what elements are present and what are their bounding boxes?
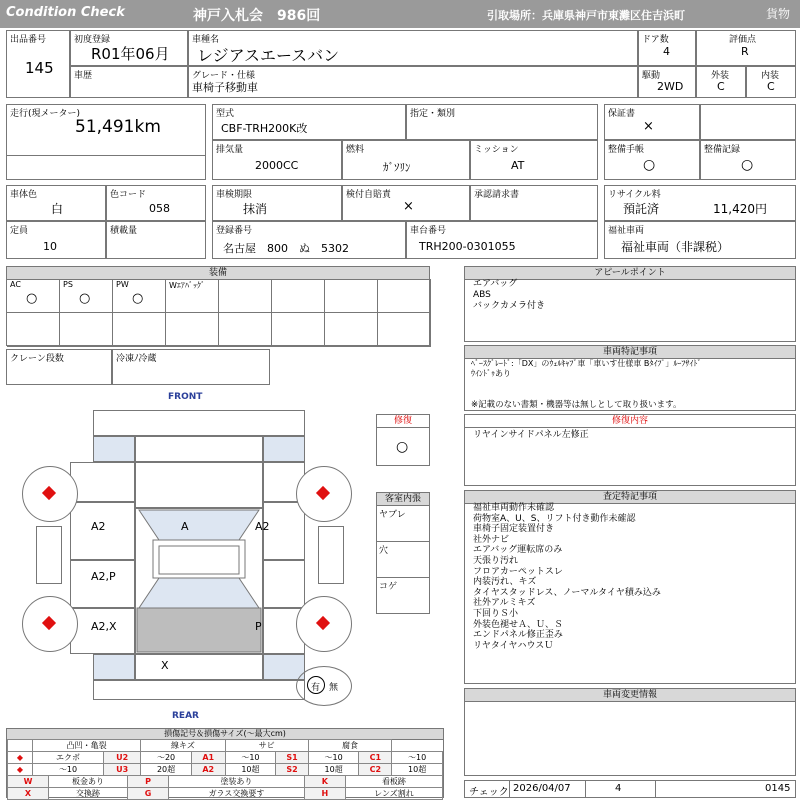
appeal-line: ABS [473, 290, 491, 300]
header-bar [0, 0, 800, 28]
fridge-cell: 冷凍ﾉ冷蔵 [112, 349, 270, 385]
mark-rear-bumper: X [161, 659, 169, 672]
mileage-cell: 走行(現メーター) 51,491km [6, 104, 206, 180]
legend-cell: S1 [276, 752, 309, 764]
car-name: レジアスエースバン [197, 46, 340, 65]
equipment-cell [325, 313, 378, 347]
legend-group: 腐食 [308, 740, 391, 752]
score-cell: 評価点 R [696, 30, 796, 66]
load-cell: 積載量 [106, 221, 206, 259]
equipment-label: Wｴｱﾊﾞｯｸﾞ [169, 281, 205, 290]
legend-cell: ～10 [225, 752, 276, 764]
inspection-note: 社外ナビ [473, 534, 510, 545]
designation-cell: 指定・類別 [406, 104, 598, 140]
legend-cell: エクボ [33, 752, 104, 764]
grade-cell: グレード・仕様 車椅子移動車 [188, 66, 638, 98]
inspection-note: 内装汚れ、キズ [473, 577, 537, 588]
legend-cell: C1 [359, 752, 392, 764]
cabin-box: 客室内張 ヤブレ 穴 コゲ [376, 492, 430, 614]
legend-cell: 板金あり [49, 776, 128, 788]
equipment-panel: 装備 AC ○ PS ○ PW ○ Wｴｱﾊﾞｯｸﾞ [6, 266, 430, 346]
legend-cell: A2 [191, 764, 225, 776]
mark-roof-front: A [181, 520, 189, 533]
rear-label: REAR [172, 711, 199, 721]
inspection-note: 下回りＳ小 [473, 608, 519, 619]
wheel-front-left [22, 466, 78, 522]
model: CBF-TRH200K改 [221, 122, 308, 135]
legend-cell: ガラス交換要す [169, 788, 305, 800]
equipment-label: PS [63, 280, 73, 289]
chassis-cell: 車台番号 TRH200-0301055 [406, 221, 598, 259]
car-name-cell: 車種名 レジアスエースバン [188, 30, 638, 66]
model-cell: 型式 CBF-TRH200K改 [212, 104, 406, 140]
fuel-cell: 燃料 ｶﾞｿﾘﾝ [342, 140, 470, 180]
legend-group: 線キズ [141, 740, 225, 752]
change-panel: 車両変更情報 [464, 688, 796, 776]
manual-cell: 整備手帳 ○ [604, 140, 700, 180]
legend-group: サビ [225, 740, 308, 752]
inspection-note: 車椅子固定装置付き [473, 524, 555, 535]
color-code-cell: 色コード 058 [106, 185, 206, 221]
history-cell: 車歴 [70, 66, 188, 98]
grade: 車椅子移動車 [192, 81, 258, 94]
front-label: FRONT [168, 392, 203, 402]
inspection-notes-panel: 査定特記事項 福祉車両動作未確認 荷物室A、U、S、リフト付き動作未確認 車椅子固定装置付き 社外ナビ エアバッグ運転席のみ 天張り汚れ フロアカーペットスレ 内装汚れ、キズ タイヤスタッドレス、ノーマルタイヤ積み込み 社外アルミキズ 下回りＳ小 外装色褪せＡ、Ｕ、Ｓ エンドパネル修正歪み リヤタイヤハウスＵ [464, 490, 796, 684]
spare-tire: 有 無 [296, 666, 352, 706]
check-row: チェック 2026/04/07 4 0145 [464, 780, 796, 798]
legend-cell: 20超 [141, 764, 192, 776]
equipment-cell [378, 279, 431, 313]
equipment-cell [219, 279, 272, 313]
warranty-cell: 保証書 × [604, 104, 700, 140]
legend-cell: X [8, 788, 49, 800]
auction-name: 神戸入札会 986回 [193, 8, 321, 24]
lot-number: 145 [25, 59, 54, 77]
inspection-note: エアバッグ運転席のみ [473, 545, 563, 556]
inspection-note: 荷物室A、U、S、リフト付き動作未確認 [473, 513, 636, 524]
first-reg: R01年06月 [91, 45, 170, 63]
legend-cell: W [8, 776, 49, 788]
category-label: 貨物 [766, 7, 791, 21]
legend-cell: H [304, 788, 345, 800]
equipment-cell [113, 279, 166, 313]
equipment-value: ○ [132, 291, 144, 306]
inspection-note: タイヤスタッドレス、ノーマルタイヤ積み込み [473, 587, 661, 598]
wheel-front-right [296, 466, 352, 522]
legend-cell: 10超 [225, 764, 276, 776]
drive-cell: 駆動 2WD [638, 66, 696, 98]
appeal-panel: アピールポイント エアバッグ ABS バックカメラ付き [464, 266, 796, 342]
inspection-note: 外装色褪せＡ、Ｕ、Ｓ [473, 619, 564, 630]
equipment-cell [272, 313, 325, 347]
legend-cell: 塗装あり [169, 776, 305, 788]
equipment-label: AC [10, 280, 21, 289]
legend-cell: S2 [276, 764, 309, 776]
legend-cell: ～20 [141, 752, 192, 764]
inspection-note: フロアカーペットスレ [473, 566, 563, 577]
equipment-cell [378, 313, 431, 347]
lot-cell: 出品番号 145 [6, 30, 70, 98]
inspection-note: 社外アルミキズ [473, 598, 536, 609]
equipment-cell [325, 279, 378, 313]
legend-cell: ～10 [308, 752, 359, 764]
service-cell: 整備記録 ○ [700, 140, 796, 180]
displacement-cell: 排気量 2000CC [212, 140, 342, 180]
legend-cell: K [304, 776, 345, 788]
claim-cell: 承認請求書 [470, 185, 598, 221]
equipment-cell [7, 313, 60, 347]
doors-cell: ドア数 4 [638, 30, 696, 66]
recycle-cell: リサイクル料 預託済 11,420円 [604, 185, 796, 221]
equipment-cell [166, 313, 219, 347]
legend-cell: 看板跡 [345, 776, 442, 788]
exterior-cell: 外装 C [696, 66, 746, 98]
crane-cell: クレーン段数 [6, 349, 112, 385]
reg-no-cell: 登録番号 名古屋 800 ぬ 5302 [212, 221, 406, 259]
roof-glass [135, 508, 263, 654]
inspection-note: 福祉車両動作未確認 [473, 503, 555, 513]
equipment-cell [166, 279, 219, 313]
legend-cell: U2 [104, 752, 141, 764]
inspection-cell: 車検期限 抹消 [212, 185, 342, 221]
wheel-rear-left [22, 596, 78, 652]
equipment-value: ○ [79, 291, 91, 306]
capacity-cell: 定員 10 [6, 221, 106, 259]
pickup-location: 引取場所：兵庫県神戸市東灘区住吉浜町 [487, 9, 685, 22]
equipment-label: PW [116, 280, 129, 289]
warranty-blank [700, 104, 796, 140]
body-color-cell: 車体色 白 [6, 185, 106, 221]
legend-cell: A1 [191, 752, 225, 764]
legend-cell: P [128, 776, 169, 788]
welfare-cell: 福祉車両 福祉車両（非課税） [604, 221, 796, 259]
mission-cell: ミッション AT [470, 140, 598, 180]
legend-cell: 交換跡 [49, 788, 128, 800]
equipment-cell [272, 279, 325, 313]
equipment-cell [60, 279, 113, 313]
mark-right-door: A2 [255, 520, 270, 533]
inspection-note: エンドパネル修正歪み [473, 630, 563, 641]
legend-cell: レンズ割れ [345, 788, 442, 800]
equipment-cell [7, 279, 60, 313]
mark-right-rear: P [255, 620, 262, 633]
equipment-cell [219, 313, 272, 347]
wheel-rear-right [296, 596, 352, 652]
repair-detail-panel: 修復内容 リヤインサイドパネル左修正 [464, 414, 796, 486]
legend-cell: U3 [104, 764, 141, 776]
legend-group: 凸凹・亀裂 [33, 740, 141, 752]
inspection-note: リヤタイヤハウスＵ [473, 640, 554, 651]
mileage: 51,491km [75, 117, 161, 137]
mark-left-slide: A2,P [91, 570, 116, 583]
legend-cell: ～10 [33, 764, 104, 776]
equipment-value: ○ [26, 291, 38, 306]
mark-left-rear: A2,X [91, 620, 117, 633]
appeal-line: エアバッグ [473, 279, 518, 289]
first-reg-cell: 初度登録 R01年06月 [70, 30, 188, 66]
legend-cell: ～10 [392, 752, 443, 764]
mark-left-door: A2 [91, 520, 106, 533]
special-panel: 車両特記事項 ﾍﾞｰｽｸﾞﾚｰﾄﾞ:「DX」のｳｪﾙｷｬﾌﾞ車「車いす仕様車 Bﾀｲﾌﾟ」ﾙｰﾌｻｲﾄﾞ ｳｲﾝﾄﾞｩあり ※記載のない書類・機器等は無しとして取り扱います。 [464, 345, 796, 411]
appeal-line: バックカメラ付き [473, 301, 546, 311]
legend-cell: 10超 [392, 764, 443, 776]
equipment-cell [113, 313, 166, 347]
damage-legend: 損傷記号＆損傷サイズ(～最大cm) 凸凹・亀裂 線キズ サビ 腐食 ◆ エクボ U2 ～20 A1 ～10 S1 ～10 C1 ～10 ◆ ～10 U3 20超 A2 10超 S2 10超 C2 10超 W 板金あり P 塗装あり K 看板跡 X 交換跡 G ガラス交換要す H レンズ割れ [6, 728, 444, 798]
repair-box: 修復 ○ [376, 414, 430, 466]
legend-cell: C2 [359, 764, 392, 776]
interior-cell: 内装 C [746, 66, 796, 98]
legend-cell: G [128, 788, 169, 800]
vehicle-diagram [0, 390, 440, 725]
tax-cell: 検付自賠責 × [342, 185, 470, 221]
header-title: Condition Check [6, 5, 125, 20]
inspection-note: 天張り汚れ [473, 555, 519, 566]
equipment-cell [60, 313, 113, 347]
score: R [741, 45, 749, 58]
legend-cell: 10超 [308, 764, 359, 776]
